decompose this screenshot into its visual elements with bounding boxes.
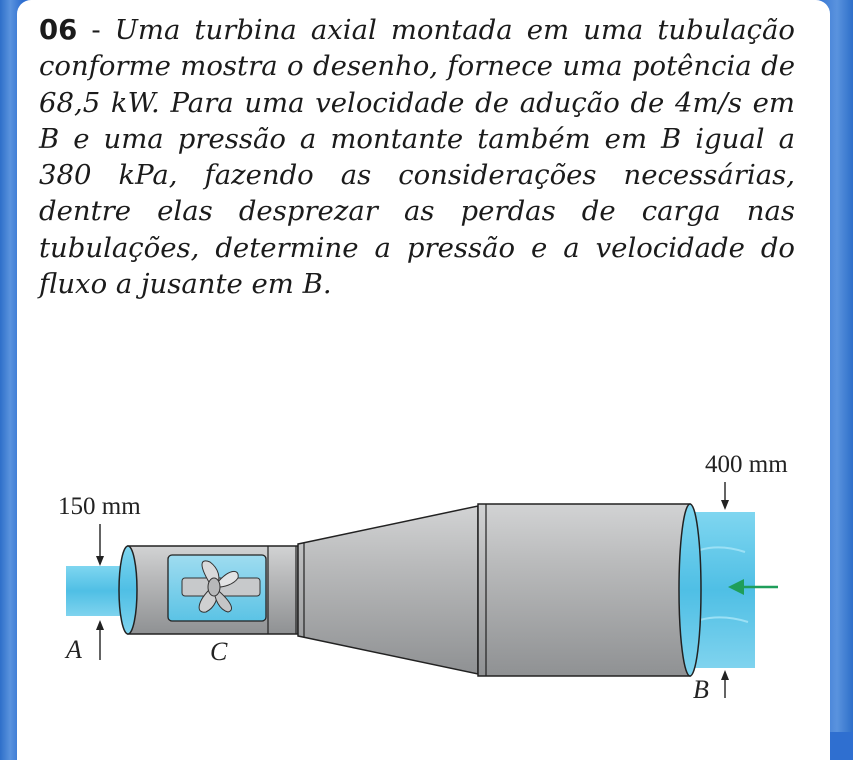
outlet-opening [679, 504, 701, 676]
dimension-arrow-150 [96, 524, 104, 566]
label-150mm: 150 mm [58, 493, 141, 520]
inlet-opening [119, 546, 137, 634]
label-400mm: 400 mm [705, 451, 788, 478]
turbine-diagram [0, 440, 853, 732]
dimension-arrow-a [96, 620, 104, 660]
question-body: Uma turbina axial montada em uma tubulação conforme mostra o desenho, fornece uma potência de 68,5 kW. Para uma velocidade de adução de 4m/s em B e uma pressão a montante também em B igual a 380 kPa, fazendo as considerações necessárias, dentre elas desprezar as perdas de carga nas tubulações, determine a pressão e a velocidade do fluxo a jusante em B. [39, 14, 795, 301]
large-pipe [478, 504, 690, 676]
question-number: 06 [39, 14, 78, 46]
label-a: A [66, 635, 82, 664]
label-b: B [693, 675, 709, 704]
question-text-block [39, 12, 795, 302]
dimension-arrow-b [721, 670, 729, 698]
diffuser-cone [298, 506, 478, 674]
turbine-figure [0, 440, 853, 732]
dimension-arrow-400 [721, 482, 729, 510]
question-separator: - [91, 14, 101, 46]
label-c: C [210, 637, 228, 666]
